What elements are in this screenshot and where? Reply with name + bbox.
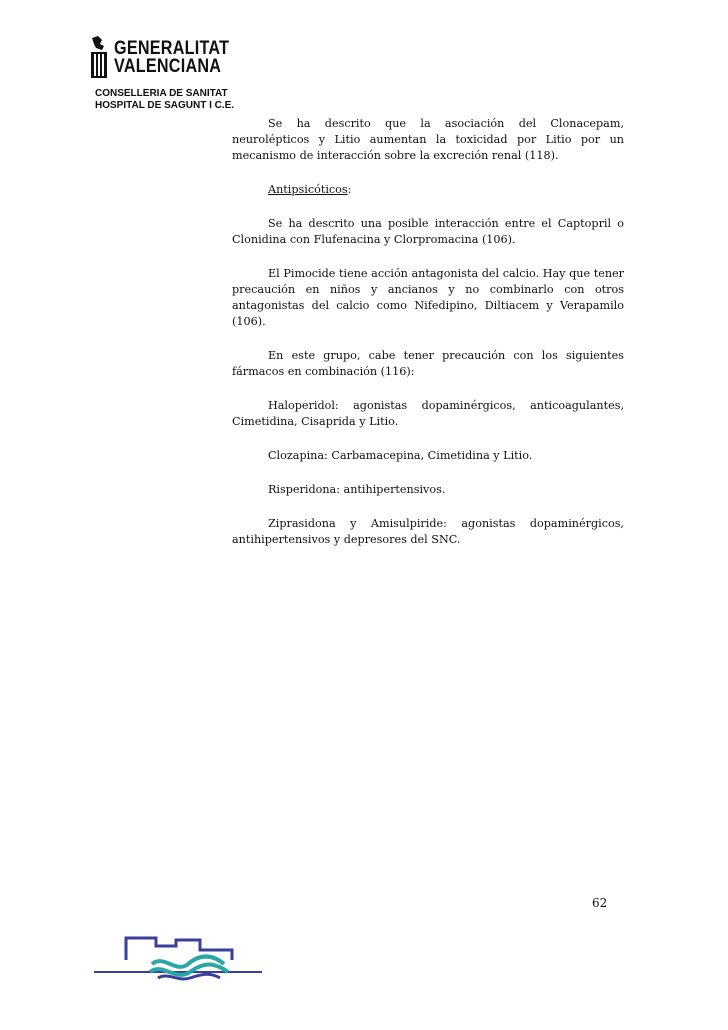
paragraph: Ziprasidona y Amisulpiride: agonistas dopaminérgicos, antihipertensivos y depresores del SNC. (232, 517, 624, 546)
generalitat-crest-icon (88, 36, 110, 80)
paragraph: Haloperidol: agonistas dopaminérgicos, anticoagulantes, Cimetidina, Cisaprida y Litio. (232, 399, 624, 428)
paragraph: El Pimocide tiene acción antagonista del calcio. Hay que tener precaución en niños y ancianos y no combinarlo con otros antagonistas del calcio como Nifedipino, Diltiacem y Verapamilo (106). (232, 267, 624, 328)
paragraph: Clozapina: Carbamacepina, Cimetidina y Litio. (268, 449, 533, 462)
heading-text: Antipsicóticos (268, 183, 348, 196)
department-name: CONSELLERIA DE SANITAT (95, 88, 228, 99)
logo-line-2: VALENCIANA (114, 56, 222, 77)
logo-line-1: GENERALITAT (114, 38, 230, 59)
paragraph: Se ha descrito que la asociación del Clonacepam, neurolépticos y Litio aumentan la toxicidad por Litio por un mecanismo de interacción sobre la excreción renal (118). (232, 117, 624, 162)
footer-logo (92, 934, 264, 986)
page-number: 62 (592, 896, 608, 910)
paragraph: Se ha descrito una posible interacción entre el Captopril o Clonidina con Flufenacina y Clorpromacina (106). (232, 217, 624, 246)
department-block (95, 88, 234, 112)
hospital-name: HOSPITAL DE SAGUNT I C.E. (95, 100, 235, 111)
header-logo (88, 36, 250, 80)
document-body (232, 116, 624, 566)
paragraph: Risperidona: antihipertensivos. (268, 483, 446, 496)
paragraph: En este grupo, cabe tener precaución con los siguientes fármacos en combinación (116): (232, 349, 624, 378)
hospital-waves-logo-icon (92, 934, 264, 982)
section-heading (232, 182, 624, 198)
heading-colon: : (347, 183, 352, 196)
